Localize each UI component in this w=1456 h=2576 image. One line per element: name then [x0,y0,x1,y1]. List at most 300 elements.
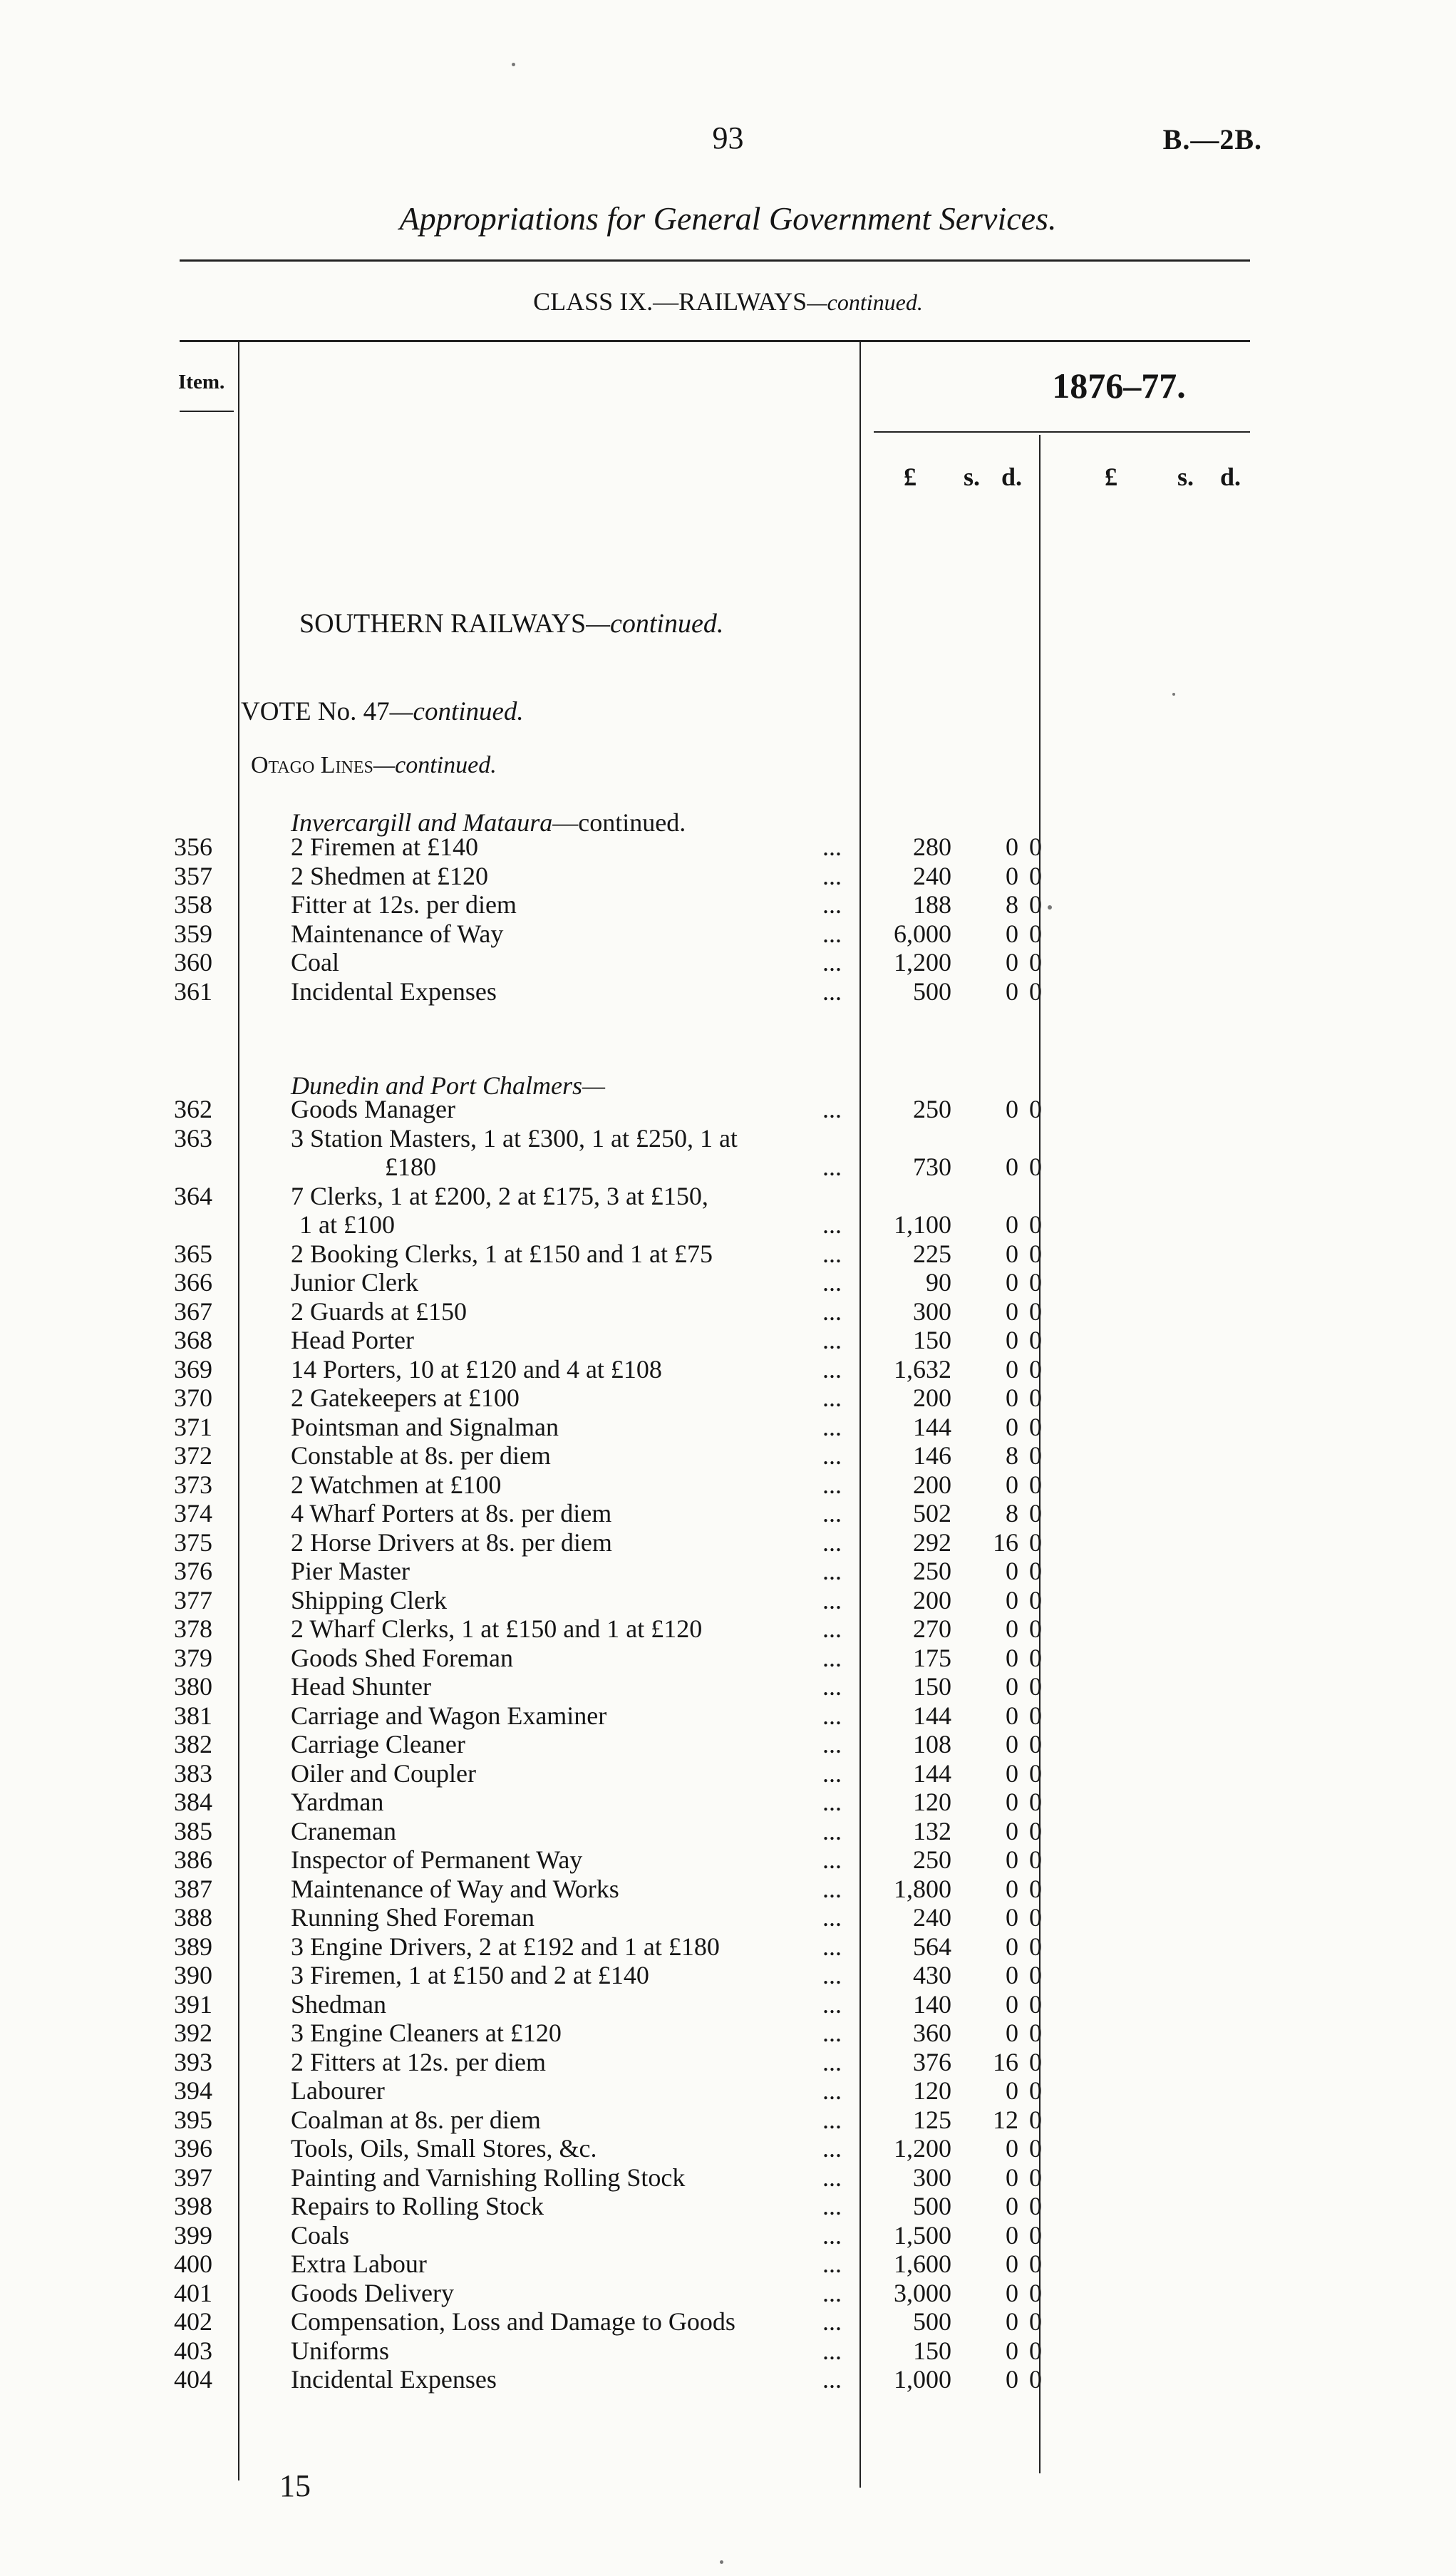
amount-shillings: 0 [1006,1268,1018,1297]
item-description: Extra Labour [291,2250,427,2278]
item-column-header: Item. [178,371,225,393]
item-description: Head Shunter [291,1672,431,1701]
item-description: 2 Fitters at 12s. per diem [291,2047,546,2076]
amount-pounds: 144 [913,1701,951,1730]
leader-dots: ... [822,1758,842,1788]
amount-pounds: 6,000 [894,919,951,948]
table-row [0,1557,1456,1585]
item-number: 384 [174,1788,212,1816]
leader-dots: ... [822,1239,842,1268]
amount-shillings: 0 [1006,2250,1018,2278]
item-number: 363 [174,1123,212,1153]
amount-pounds: 144 [913,1412,951,1441]
table-row [0,2076,1456,2105]
table-row [0,1441,1456,1470]
table-row [0,2250,1456,2278]
table-row [0,890,1456,919]
signature-number: 15 [279,2468,311,2503]
table-row-continuation [0,1210,1456,1239]
item-description: 3 Station Masters, 1 at £300, 1 at £250, 1 at [291,1123,738,1153]
amount-shillings: 0 [1006,1384,1018,1412]
table-row [0,2221,1456,2250]
amount-pence: 0 [1029,1239,1042,1268]
item-number: 372 [174,1441,212,1470]
amount-shillings: 0 [1006,1470,1018,1499]
amount-pounds: 250 [913,1845,951,1874]
item-description: 2 Watchmen at £100 [291,1470,502,1499]
amount-pence: 0 [1029,861,1042,890]
leader-dots: ... [822,1614,842,1643]
table-row [0,1875,1456,1903]
leader-dots: ... [822,1730,842,1758]
leader-dots: ... [822,1845,842,1874]
table-row [0,1470,1456,1499]
col2-pounds-header: £ [1105,463,1117,491]
amount-pence: 0 [1029,833,1042,861]
amount-pence: 0 [1029,1499,1042,1527]
amount-shillings: 0 [1006,1758,1018,1788]
leader-dots: ... [822,1210,842,1239]
amount-shillings: 0 [1006,2163,1018,2192]
amount-shillings: 0 [1006,1816,1018,1845]
leader-dots: ... [822,1788,842,1816]
table-row [0,2048,1456,2076]
rule-top [180,259,1250,262]
lines-title: Otago Lines [251,752,373,778]
item-number: 398 [174,2192,212,2220]
amount-pounds: 144 [913,1758,951,1788]
leader-dots: ... [822,1326,842,1354]
amount-pence: 0 [1029,1585,1042,1614]
item-number: 375 [174,1527,212,1557]
amount-shillings: 0 [1006,1297,1018,1326]
amount-pounds: 90 [926,1268,951,1297]
amount-shillings: 0 [1006,1961,1018,1989]
table-row [0,1788,1456,1816]
leader-dots: ... [822,1874,842,1903]
amount-pence: 0 [1029,2250,1042,2278]
class-heading-continued: —continued. [807,289,923,315]
amount-shillings: 0 [1006,1095,1018,1123]
item-number: 382 [174,1730,212,1758]
amount-shillings: 0 [1006,1730,1018,1758]
table-row [0,1297,1456,1326]
table-row [0,1961,1456,1989]
leader-dots: ... [822,1932,842,1961]
amount-pence: 0 [1029,1384,1042,1412]
amount-pence: 0 [1029,2278,1042,2307]
item-description: 2 Gatekeepers at £100 [291,1384,520,1412]
item-description: 2 Firemen at £140 [291,833,478,861]
item-description: 14 Porters, 10 at £120 and 4 at £108 [291,1354,662,1384]
item-number: 368 [174,1326,212,1354]
leader-dots: ... [822,1527,842,1557]
item-number: 362 [174,1095,212,1123]
amount-pence: 0 [1029,1903,1042,1932]
amount-pounds: 1,500 [894,2220,951,2250]
item-number: 393 [174,2047,212,2076]
item-number: 378 [174,1614,212,1643]
leader-dots: ... [822,1153,842,1181]
col1-pence-header: d. [1001,463,1023,491]
amount-pounds: 500 [913,2192,951,2220]
amount-pounds: 3,000 [894,2278,951,2307]
item-number: 389 [174,1932,212,1961]
item-number: 381 [174,1701,212,1730]
col1-shillings-header: s. [964,463,981,491]
amount-pounds: 500 [913,2307,951,2336]
amount-pence: 0 [1029,1932,1042,1961]
amount-pounds: 1,100 [894,1210,951,1239]
amount-shillings: 0 [1006,1210,1018,1239]
amount-shillings: 0 [1006,1845,1018,1874]
item-number: 369 [174,1354,212,1384]
amount-pounds: 430 [913,1961,951,1989]
item-description: 2 Shedmen at £120 [291,861,488,890]
item-number: 403 [174,2336,212,2365]
table-row [0,1499,1456,1527]
amount-shillings: 0 [1006,2365,1018,2394]
amount-pence: 0 [1029,1961,1042,1989]
amount-shillings: 8 [1006,890,1018,919]
amount-pence: 0 [1029,1441,1042,1470]
item-description: Coalman at 8s. per diem [291,2105,541,2134]
amount-shillings: 0 [1006,1989,1018,2019]
lines-heading [251,752,497,779]
amount-pence: 0 [1029,919,1042,948]
item-description: Labourer [291,2076,385,2105]
item-description: 7 Clerks, 1 at £200, 2 at £175, 3 at £150, [291,1181,708,1210]
leader-dots: ... [822,2047,842,2076]
item-description: Craneman [291,1816,396,1845]
item-description: Maintenance of Way [291,919,504,948]
item-description: 3 Engine Cleaners at £120 [291,2019,562,2047]
amount-pounds: 502 [913,1499,951,1527]
item-description: Shipping Clerk [291,1585,448,1614]
amount-pence: 0 [1029,1614,1042,1643]
item-number: 377 [174,1585,212,1614]
item-description: Coal [291,948,339,977]
amount-pence: 0 [1029,1412,1042,1441]
item-number: 404 [174,2365,212,2394]
amount-pence: 0 [1029,2163,1042,2192]
amount-pence: 0 [1029,2134,1042,2163]
table-row [0,1903,1456,1932]
amount-shillings: 0 [1006,861,1018,890]
item-description-continued: 1 at £100 [299,1210,395,1239]
item-description: 4 Wharf Porters at 8s. per diem [291,1499,612,1527]
scan-speck [1172,693,1175,696]
leader-dots: ... [822,1961,842,1989]
item-description: Uniforms [291,2336,389,2365]
amount-shillings: 0 [1006,2220,1018,2250]
table-row [0,1413,1456,1441]
subsection-invercargill-title: Invercargill and Mataura [291,808,553,837]
amount-shillings: 0 [1006,1614,1018,1643]
item-number: 392 [174,2019,212,2047]
amount-pounds: 200 [913,1585,951,1614]
leader-dots: ... [822,1412,842,1441]
amount-pounds: 150 [913,1326,951,1354]
leader-dots: ... [822,2163,842,2192]
table-row [0,1182,1456,1210]
item-description: Pier Master [291,1557,410,1585]
amount-pence: 0 [1029,1758,1042,1788]
amount-pounds: 120 [913,2076,951,2105]
railways-heading [299,608,723,639]
scan-speck [720,2560,723,2564]
amount-pence: 0 [1029,1989,1042,2019]
table-row-continuation [0,1153,1456,1181]
item-number: 399 [174,2220,212,2250]
table-row [0,1326,1456,1354]
amount-pounds: 1,200 [894,948,951,977]
amount-pence: 0 [1029,1701,1042,1730]
page-number: 93 [712,120,744,155]
table-row [0,2019,1456,2047]
amount-shillings: 0 [1006,2019,1018,2047]
vote-number: VOTE No. 47 [241,697,390,726]
railways-heading-title: SOUTHERN RAILWAYS [299,609,587,639]
amount-pence: 0 [1029,1326,1042,1354]
railways-heading-continued: —continued. [586,609,724,639]
amount-pounds: 188 [913,890,951,919]
item-number: 379 [174,1643,212,1672]
rule-table-top [180,340,1250,342]
amount-pence: 0 [1029,2336,1042,2365]
amount-shillings: 0 [1006,977,1018,1006]
amount-pounds: 564 [913,1932,951,1961]
amount-pence: 0 [1029,1672,1042,1701]
item-number: 385 [174,1816,212,1845]
table-row [0,1701,1456,1730]
class-heading [0,287,1456,316]
item-description: Repairs to Rolling Stock [291,2192,544,2220]
amount-shillings: 0 [1006,919,1018,948]
subsection-invercargill-suffix: —continued. [552,808,686,837]
amount-shillings: 0 [1006,1153,1018,1181]
amount-pounds: 150 [913,2336,951,2365]
item-description: 2 Booking Clerks, 1 at £150 and 1 at £75 [291,1239,713,1268]
amount-shillings: 0 [1006,2192,1018,2220]
leader-dots: ... [822,1297,842,1326]
amount-shillings: 0 [1006,1672,1018,1701]
table-row [0,1586,1456,1614]
item-description: Junior Clerk [291,1268,418,1297]
amount-pence: 0 [1029,2019,1042,2047]
leader-dots: ... [822,2365,842,2394]
leader-dots: ... [822,2278,842,2307]
table-row [0,1932,1456,1961]
col2-pence-header: d. [1220,463,1241,491]
leader-dots: ... [822,948,842,977]
item-description: Incidental Expenses [291,977,497,1006]
amount-pounds: 132 [913,1816,951,1845]
item-number: 396 [174,2134,212,2163]
leader-dots: ... [822,1989,842,2019]
item-description: Painting and Varnishing Rolling Stock [291,2163,686,2192]
amount-pence: 0 [1029,1210,1042,1239]
item-description: Pointsman and Signalman [291,1412,559,1441]
leader-dots: ... [822,1268,842,1297]
amount-shillings: 16 [993,2047,1018,2076]
amount-pence: 0 [1029,2220,1042,2250]
item-description: Goods Delivery [291,2278,454,2307]
amount-pounds: 292 [913,1527,951,1557]
table-row [0,2365,1456,2394]
item-description: Incidental Expenses [291,2365,497,2394]
amount-pounds: 1,632 [894,1354,951,1384]
table-row [0,1268,1456,1297]
table-row [0,1528,1456,1557]
leader-dots: ... [822,1643,842,1672]
item-number: 388 [174,1903,212,1932]
item-description: Carriage Cleaner [291,1730,465,1758]
amount-pence: 0 [1029,1788,1042,1816]
item-number: 364 [174,1181,212,1210]
amount-pence: 0 [1029,1354,1042,1384]
table-row [0,1672,1456,1701]
item-number: 376 [174,1557,212,1585]
leader-dots: ... [822,2250,842,2278]
item-number: 365 [174,1239,212,1268]
amount-shillings: 12 [993,2105,1018,2134]
item-number: 402 [174,2307,212,2336]
amount-shillings: 0 [1006,1239,1018,1268]
amount-pence: 0 [1029,1268,1042,1297]
amount-pence: 0 [1029,1816,1042,1845]
table-row [0,1124,1456,1153]
leader-dots: ... [822,2307,842,2336]
table-row [0,2337,1456,2365]
amount-shillings: 0 [1006,1903,1018,1932]
amount-pounds: 300 [913,2163,951,2192]
scan-speck [512,63,515,66]
table-row [0,919,1456,948]
item-number: 370 [174,1384,212,1412]
amount-pence: 0 [1029,977,1042,1006]
item-description: Inspector of Permanent Way [291,1845,583,1874]
item-description: Oiler and Coupler [291,1758,476,1788]
item-number: 366 [174,1268,212,1297]
amount-pounds: 360 [913,2019,951,2047]
document-reference: B.—2B. [1162,123,1262,155]
amount-pounds: 240 [913,861,951,890]
leader-dots: ... [822,1701,842,1730]
amount-shillings: 8 [1006,1441,1018,1470]
amount-shillings: 0 [1006,1326,1018,1354]
item-number: 356 [174,833,212,861]
item-number: 383 [174,1758,212,1788]
amount-pounds: 376 [913,2047,951,2076]
amount-pounds: 270 [913,1614,951,1643]
leader-dots: ... [822,1585,842,1614]
amount-shillings: 0 [1006,1874,1018,1903]
amount-shillings: 0 [1006,1354,1018,1384]
item-description: Tools, Oils, Small Stores, &c. [291,2134,597,2163]
leader-dots: ... [822,1557,842,1585]
amount-shillings: 0 [1006,1585,1018,1614]
amount-pounds: 225 [913,1239,951,1268]
vote-heading [241,696,524,727]
amount-pounds: 140 [913,1989,951,2019]
table-row [0,1817,1456,1845]
col1-pounds-header: £ [904,463,917,491]
leader-dots: ... [822,1384,842,1412]
leader-dots: ... [822,861,842,890]
item-description: Yardman [291,1788,384,1816]
amount-shillings: 0 [1006,2076,1018,2105]
leader-dots: ... [822,1354,842,1384]
amount-pounds: 1,600 [894,2250,951,2278]
leader-dots: ... [822,2105,842,2134]
amount-shillings: 0 [1006,1412,1018,1441]
item-description: 2 Guards at £150 [291,1297,467,1326]
item-description: Constable at 8s. per diem [291,1441,551,1470]
table-row [0,1240,1456,1268]
item-number: 386 [174,1845,212,1874]
amount-pounds: 250 [913,1095,951,1123]
item-description: 3 Engine Drivers, 2 at £192 and 1 at £180 [291,1932,720,1961]
amount-pence: 0 [1029,1557,1042,1585]
item-description: Goods Shed Foreman [291,1643,513,1672]
amount-pounds: 240 [913,1903,951,1932]
leader-dots: ... [822,2076,842,2105]
amount-pounds: 125 [913,2105,951,2134]
amount-pence: 0 [1029,948,1042,977]
item-description: Maintenance of Way and Works [291,1874,619,1903]
item-number: 374 [174,1499,212,1527]
table-row [0,1759,1456,1788]
leader-dots: ... [822,1903,842,1932]
amount-shillings: 0 [1006,2336,1018,2365]
item-description: Coals [291,2220,350,2250]
leader-dots: ... [822,833,842,861]
amount-pounds: 200 [913,1470,951,1499]
item-number: 361 [174,977,212,1006]
amount-pence: 0 [1029,1643,1042,1672]
class-heading-title: CLASS IX.—RAILWAYS [533,287,807,316]
amount-pounds: 250 [913,1557,951,1585]
item-description: Fitter at 12s. per diem [291,890,517,919]
amount-shillings: 0 [1006,1701,1018,1730]
item-description: Goods Manager [291,1095,455,1123]
amount-pounds: 500 [913,977,951,1006]
col2-shillings-header: s. [1177,463,1194,491]
item-number: 391 [174,1989,212,2019]
amount-pounds: 175 [913,1643,951,1672]
item-description: Head Porter [291,1326,414,1354]
amount-pence: 0 [1029,2076,1042,2105]
amount-shillings: 0 [1006,948,1018,977]
amount-pounds: 1,800 [894,1874,951,1903]
amount-pounds: 200 [913,1384,951,1412]
amount-pounds: 150 [913,1672,951,1701]
amount-shillings: 0 [1006,1788,1018,1816]
amount-shillings: 0 [1006,1932,1018,1961]
amount-pence: 0 [1029,2192,1042,2220]
item-number: 358 [174,890,212,919]
table-row [0,1095,1456,1123]
item-number: 397 [174,2163,212,2192]
table-row [0,977,1456,1006]
amount-shillings: 0 [1006,2307,1018,2336]
table-row [0,1990,1456,2019]
amount-pence: 0 [1029,1095,1042,1123]
table-row [0,2307,1456,2336]
item-number: 394 [174,2076,212,2105]
leader-dots: ... [822,2019,842,2047]
